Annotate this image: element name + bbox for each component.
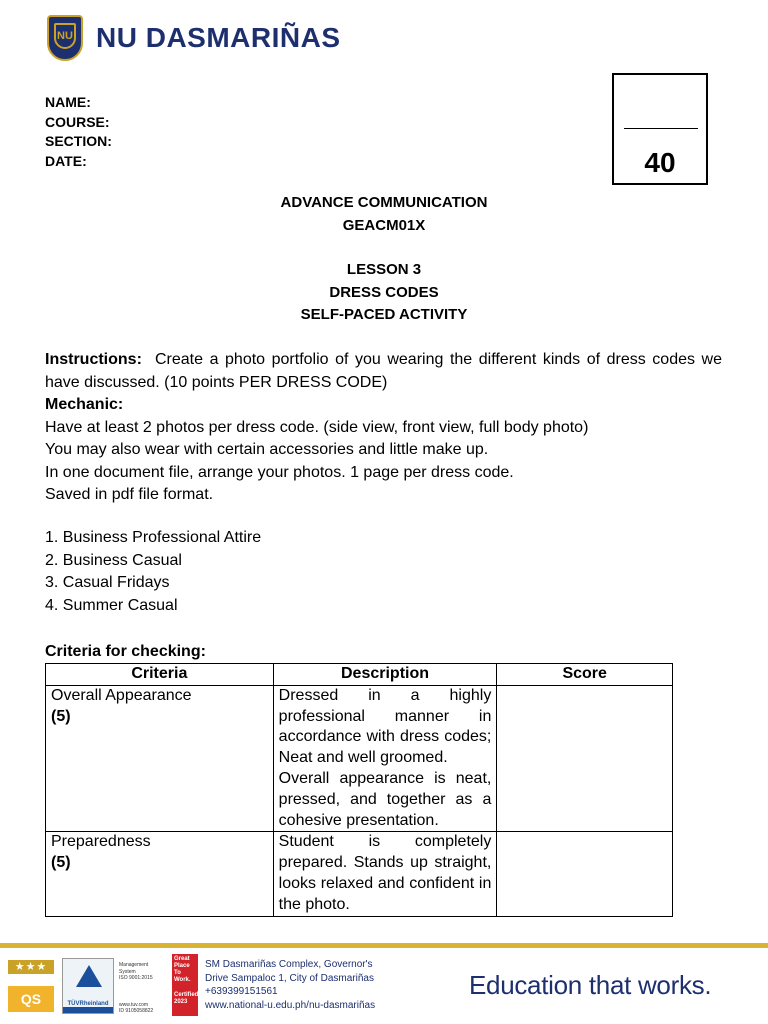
lesson-number: LESSON 3 (346, 261, 422, 278)
address-line: SM Dasmariñas Complex, Governor's (205, 959, 373, 970)
qs-stars-badge: ★★★ (8, 960, 54, 974)
dress-code-list (45, 527, 722, 617)
list-item: 4. Summer Casual (45, 596, 178, 614)
tagline: Education that works. (469, 970, 712, 1000)
description-cell (273, 832, 497, 916)
phone-number: +639399151561 (205, 986, 278, 997)
mechanic-line: You may also wear with certain accessories and little make up. (45, 441, 489, 458)
footer-divider (0, 943, 768, 948)
description-cell (273, 685, 497, 832)
criteria-name: Preparedness (51, 833, 151, 851)
gptw-line: Certified (174, 992, 199, 998)
score-cell[interactable] (497, 832, 673, 916)
lesson-topic: DRESS CODES (329, 283, 439, 301)
criteria-name: Overall Appearance (51, 686, 192, 704)
instructions-text: Create a photo portfolio of you wearing the different kinds of dress codes we have discussed. (10 points PER DRESS CODE) (45, 351, 722, 391)
logo-monogram: NU (54, 23, 76, 49)
criteria-points: (5) (51, 707, 71, 725)
gptw-line: 2023 (174, 999, 188, 1005)
mechanic-line: Have at least 2 photos per dress code. (side view, front view, full body photo) (45, 418, 589, 436)
mechanic-line: In one document file, arrange your photos. 1 page per dress code. (45, 463, 514, 481)
tuv-label: TÜVRheinland (67, 1001, 109, 1007)
qs-logo: QS (8, 986, 54, 1012)
criteria-points: (5) (51, 854, 71, 872)
mechanic-line: Saved in pdf file format. (45, 486, 214, 503)
score-total: 40 (644, 147, 676, 178)
section-field-label: SECTION: (45, 133, 112, 149)
column-header-description: Description (273, 664, 497, 686)
criteria-table (45, 663, 673, 917)
gptw-line: Place (174, 963, 190, 969)
name-field-label: NAME: (45, 94, 91, 110)
list-item: 3. Casual Fridays (45, 574, 170, 591)
column-header-criteria: Criteria (46, 664, 274, 686)
institution-name: NU DASMARIÑAS (96, 22, 341, 53)
list-item: 1. Business Professional Attire (45, 529, 262, 546)
instructions-label: Instructions: (45, 351, 142, 368)
gptw-line: To (174, 970, 181, 976)
criteria-cell (46, 832, 274, 916)
mgmt-line: www.tuv.com (119, 1001, 149, 1008)
website-link[interactable]: www.national-u.edu.ph/nu-dasmariñas (205, 999, 376, 1011)
mgmt-line: Management (119, 962, 149, 968)
score-cell[interactable] (497, 685, 673, 832)
gptw-line: Great (174, 956, 190, 962)
tuv-triangle-icon (76, 965, 102, 987)
list-item: 2. Business Casual (45, 551, 182, 569)
tuv-certified-bar (63, 1007, 113, 1013)
table-row (46, 832, 673, 916)
nu-logo (47, 15, 83, 61)
mechanic-label: Mechanic: (45, 396, 124, 413)
course-field-label: COURSE: (45, 113, 110, 130)
course-code: GEACM01X (342, 216, 426, 234)
mgmt-spacer (119, 982, 153, 1002)
instructions-block (45, 349, 722, 507)
student-fields (45, 93, 112, 171)
great-place-to-work-badge (172, 954, 198, 1016)
criteria-cell (46, 685, 274, 832)
column-header-score: Score (497, 664, 673, 686)
address-line: Drive Sampaloc 1, City of Dasmariñas (205, 972, 374, 984)
table-row (46, 685, 673, 832)
mgmt-line: ID 9105058822 (119, 1008, 154, 1014)
course-title: ADVANCE COMMUNICATION (280, 194, 488, 211)
instructions-paragraph (45, 349, 722, 394)
gptw-line: Work. (174, 977, 191, 983)
table-header-row (46, 664, 673, 686)
criteria-heading: Criteria for checking: (45, 643, 206, 660)
lesson-heading (0, 259, 768, 327)
date-field-label: DATE: (45, 152, 87, 169)
score-box (612, 73, 708, 185)
score-blank-line (624, 128, 698, 129)
mgmt-line: System (119, 968, 136, 975)
contact-info (205, 958, 375, 1012)
mgmt-line: ISO 9001:2015 (119, 975, 153, 981)
tuv-certification-logo (62, 958, 114, 1014)
description-text: Overall appearance is neat, pressed, and together as a cohesive presentation. (278, 769, 492, 829)
activity-type: SELF-PACED ACTIVITY (300, 306, 468, 323)
course-heading (0, 192, 768, 237)
description-text: Dressed in a highly professional manner in accordance with dress codes; Neat and well groomed. (278, 686, 492, 767)
management-system-info (119, 962, 153, 1015)
description-text: Student is completely prepared. Stands up straight, looks relaxed and confident in the photo. (278, 833, 492, 913)
